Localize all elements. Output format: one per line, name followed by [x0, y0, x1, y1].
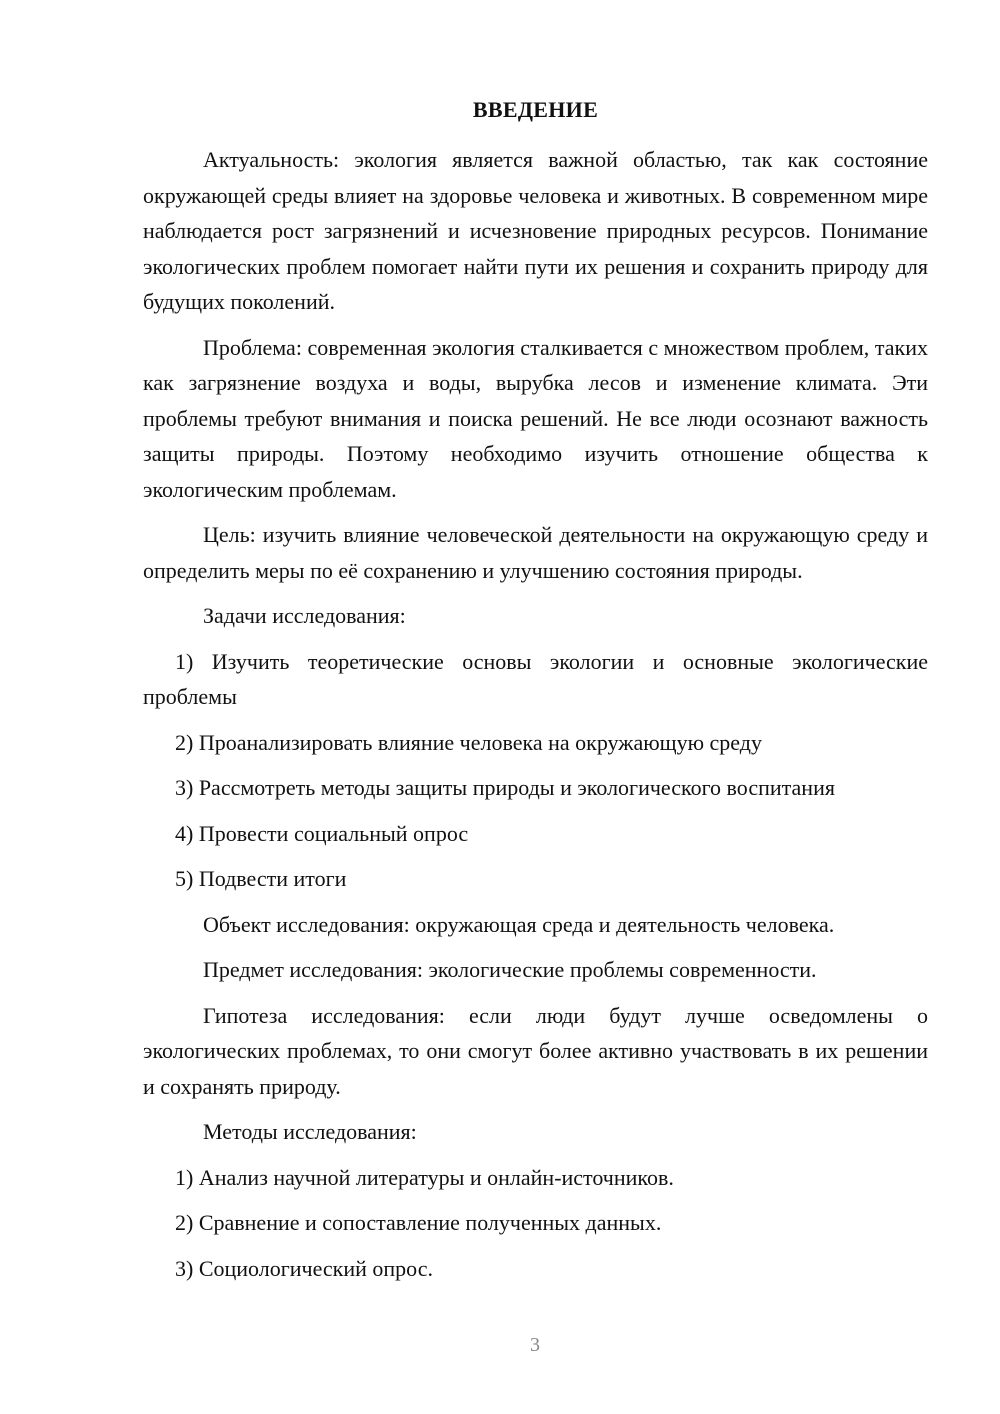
paragraph-relevance: Актуальность: экология является важной областью, так как состояние окружающей среды влияет на здоровье человека и животных. В современном мире наблюдается рост загрязнений и исчезновение природных ресурсов. Понимание экологических проблем помогает найти пути их решения и сохранить природу для будущих поколений. — [143, 147, 928, 314]
method-item-1: 1) Анализ научной литературы и онлайн-источников. — [175, 1164, 674, 1190]
page-number: 3 — [530, 1334, 540, 1356]
research-object: Объект исследования: окружающая среда и деятельность человека. — [203, 911, 835, 937]
task-item-3: 3) Рассмотреть методы защиты природы и экологического воспитания — [175, 775, 835, 800]
research-hypothesis: Гипотеза исследования: если люди будут лучше осведомлены о экологических проблемах, то они смогут более активно участвовать в их решении и сохранять природу. — [143, 1002, 928, 1099]
task-item-4: 4) Провести социальный опрос — [175, 820, 469, 846]
paragraph-goal: Цель: изучить влияние человеческой деятельности на окружающую среду и определить меры по её сохранению и улучшению состояния природы. — [143, 522, 928, 583]
page-title: ВВЕДЕНИЕ — [472, 97, 599, 122]
task-item-2: 2) Проанализировать влияние человека на окружающую среду — [175, 729, 762, 755]
task-item-5: 5) Подвести итоги — [175, 866, 347, 891]
task-item-1: 1) Изучить теоретические основы экологии и основные экологические проблемы — [143, 648, 928, 709]
document-body — [143, 142, 928, 1286]
method-item-3: 3) Социологический опрос. — [175, 1255, 433, 1281]
paragraph-problem: Проблема: современная экология сталкивается с множеством проблем, таких как загрязнение воздуха и воды, вырубка лесов и изменение климата. Эти проблемы требуют внимания и поиска решений. Не все люди осознают важность защиты природы. Поэтому необходимо изучить отношение общества к экологическим проблемам. — [143, 334, 928, 502]
method-item-2: 2) Сравнение и сопоставление полученных данных. — [175, 1210, 662, 1235]
research-subject: Предмет исследования: экологические проблемы современности. — [203, 957, 817, 982]
methods-heading: Методы исследования: — [203, 1119, 417, 1144]
tasks-heading: Задачи исследования: — [203, 603, 406, 628]
